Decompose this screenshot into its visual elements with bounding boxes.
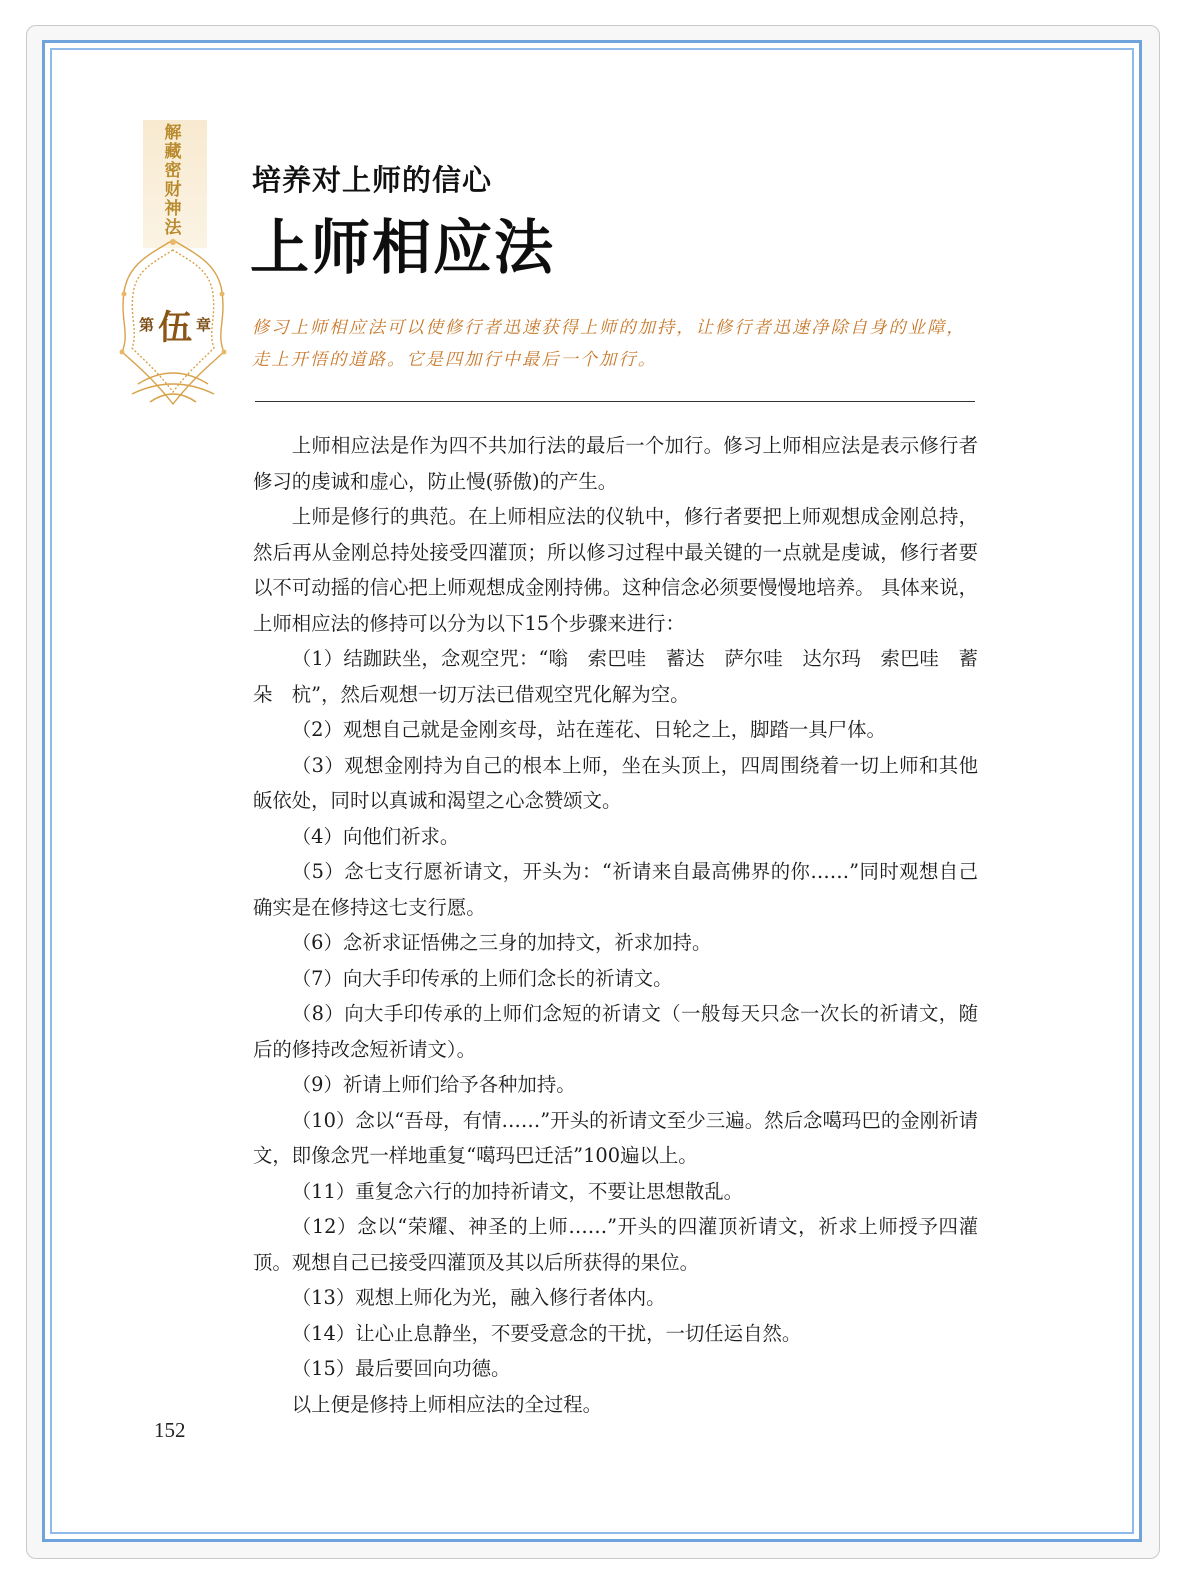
body-text: [253, 428, 978, 1422]
title-divider: [255, 401, 975, 402]
page-number: 152: [154, 1418, 186, 1442]
step-item: （11）重复念六行的加持祈请文，不要让思想散乱。: [291, 1179, 744, 1203]
step-item: （6）念祈求证悟佛之三身的加持文，祈求加持。: [291, 931, 712, 954]
chapter-badge: [140, 302, 210, 346]
step-item: （9）祈请上师们给予各种加持。: [291, 1073, 576, 1096]
closing-paragraph: 以上便是修持上师相应法的全过程。: [291, 1392, 603, 1416]
side-tab-label: 解藏密财神法: [164, 123, 182, 238]
step-item: （3）观想金刚持为自己的根本上师，坐在头顶上，四周围绕着一切上师和其他皈依处，同时以真诚和渴望之心念赞颂文。: [253, 753, 978, 812]
step-item: （8）向大手印传承的上师们念短的祈请文（一般每天只念一次长的祈请文，随后的修持改念短祈请文）。: [253, 1002, 978, 1061]
step-item: （2）观想自己就是金刚亥母，站在莲花、日轮之上，脚踏一具尸体。: [291, 718, 886, 741]
step-item: （7）向大手印传承的上师们念长的祈请文。: [291, 966, 673, 990]
intro-summary: 修习上师相应法可以使修行者迅速获得上师的加持，让修行者迅速净除自身的业障，走上开悟的道路。它是四加行中最后一个加行。: [252, 318, 966, 370]
step-item: （10）念以“吾母，有情……”开头的祈请文至少三遍。然后念噶玛巴的金刚祈请文，即像念咒一样地重复“噶玛巴迁活”100遍以上。: [253, 1108, 978, 1167]
step-item: （14）让心止息静坐，不要受意念的干扰，一切任运自然。: [291, 1321, 802, 1345]
step-item: （15）最后要回向功德。: [291, 1357, 511, 1380]
step-item: （1）结跏趺坐，念观空咒：“嗡 索巴哇 蓄达 萨尔哇 达尔玛 索巴哇 蓄朵 杭”，然后观想一切万法已借观空咒化解为空。: [253, 647, 978, 706]
paragraph: 上师相应法是作为四不共加行法的最后一个加行。修习上师相应法是表示修行者修习的虔诚和虚心，防止慢(骄傲)的产生。: [253, 434, 978, 493]
chapter-suffix: 章: [196, 315, 212, 334]
step-item: （12）念以“荣耀、神圣的上师……”开头的四灌顶祈请文，祈求上师授予四灌顶。观想自己已接受四灌顶及其以后所获得的果位。: [253, 1215, 978, 1274]
section-subtitle: 培养对上师的信心: [252, 163, 493, 197]
step-item: （13）观想上师化为光，融入修行者体内。: [291, 1286, 666, 1309]
chapter-prefix: 第: [138, 315, 154, 334]
step-item: （4）向他们祈求。: [291, 824, 460, 848]
page-title: 上师相应法: [250, 213, 556, 282]
paragraph: 上师是修行的典范。在上师相应法的仪轨中，修行者要把上师观想成金刚总持，然后再从金刚总持处接受四灌顶；所以修习过程中最关键的一点就是虔诚，修行者要以不可动摇的信心把上师观想成金刚持佛。这种信念必须要慢慢地培养。 具体来说，上师相应法的修持可以分为以下15个步骤来进行：: [253, 505, 978, 635]
chapter-number: 伍: [158, 307, 192, 348]
step-item: （5）念七支行愿祈请文，开头为：“祈请来自最高佛界的你……”同时观想自己确实是在修持这七支行愿。: [253, 860, 978, 919]
